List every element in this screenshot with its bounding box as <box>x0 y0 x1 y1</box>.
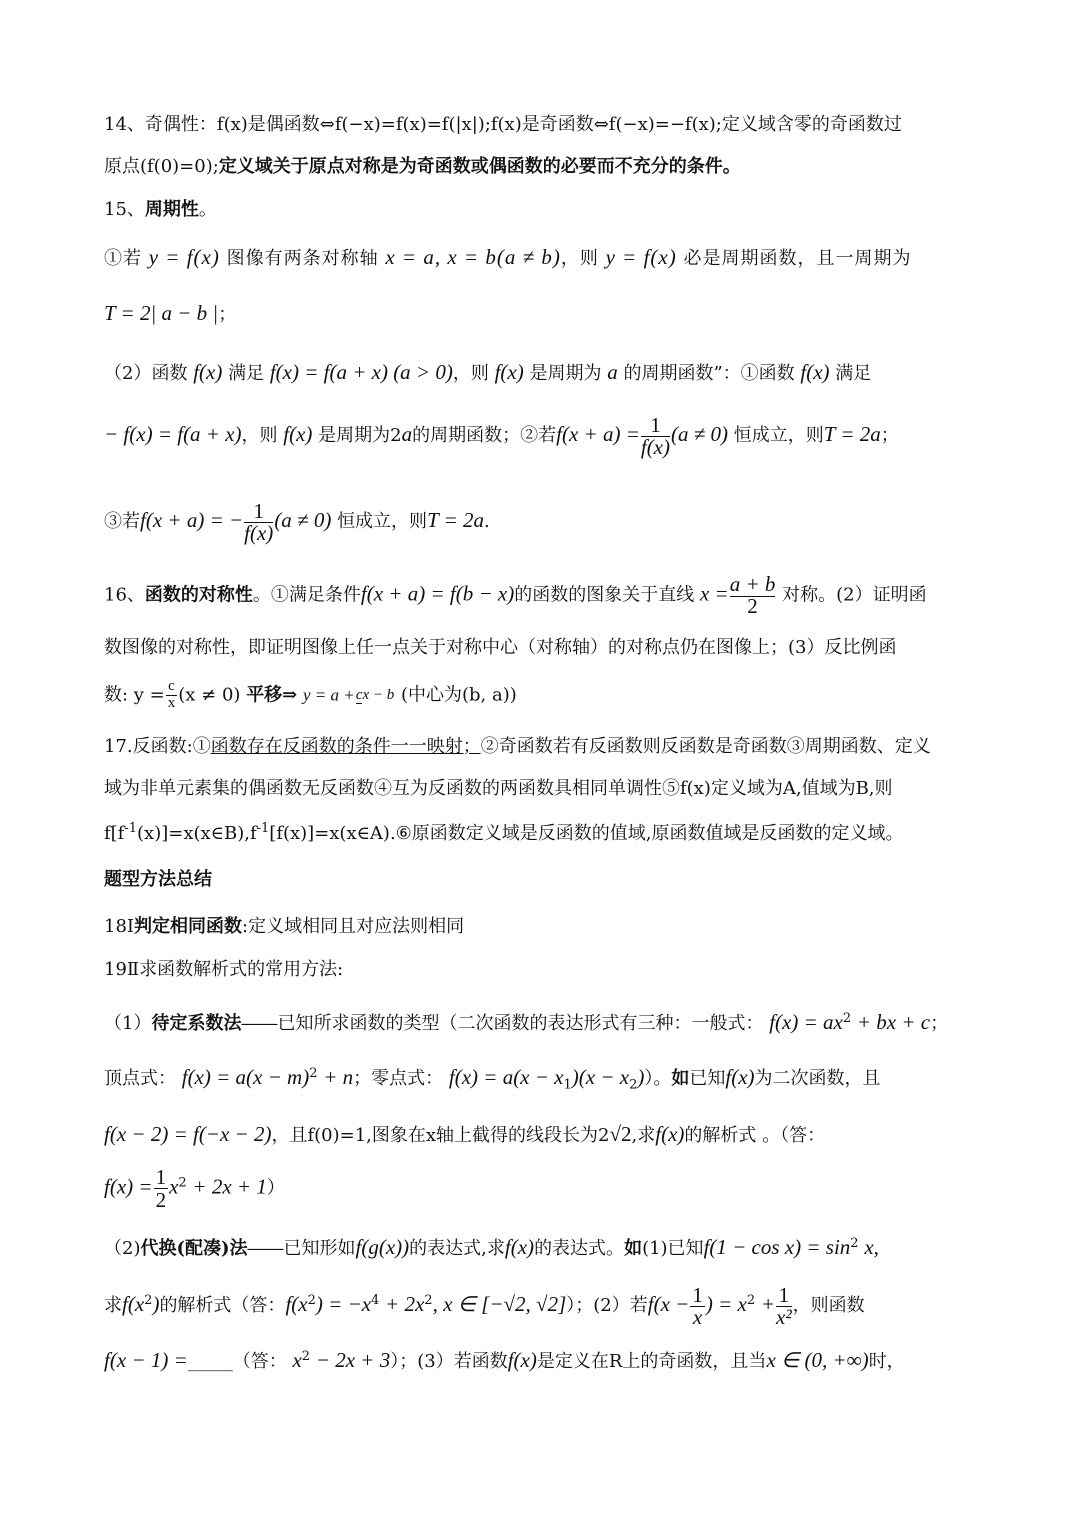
item-17-line-3: $f[f^{-1}(x)]=x(x\in B),f^{-1}[f(x)]=x(x\in A).⑥$原函数定义域是反函数的值域,原函数值域是反函数的定义域。 <box>104 821 904 844</box>
item-19-title: 19Ⅱ求函数解析式的常用方法: <box>104 959 344 980</box>
item-16-line-2: 数图像的对称性，即证明图像上任一点关于对称中心（对称轴）的对称点仍在图像上；(3）反比例函 <box>104 637 897 658</box>
item-19-line-6: 求$f(x^2)$的解析式（答：$f(x^2) = -x^4 + 2x^2$, x ∈ [−√2, √2]）；(2）若f(x − $\frac{1}{x}) = x^2$ + $\frac{1}{\text{x²}}$，则函数 <box>104 1283 865 1330</box>
fraction: $\frac{c}{x}$ <box>167 678 176 711</box>
item-15-line-2: T = 2| a − b |； <box>104 301 237 325</box>
fraction: $\frac{1}{\text{x²}}$ <box>776 1283 792 1330</box>
item-19-line-4: f(x) = $\frac{1}{2}$ $x^2 + 2x + 1$） <box>104 1165 285 1213</box>
fraction: $\frac{1}{f(x)}$ <box>640 413 671 460</box>
item-15-line-4: − f(x) = f(a + x)，则 f(x) 是周期为2a的周期函数；②若f(x + a) = $\frac{1}{f(x)}(a \ne 0)$ 恒成立，则T = 2a； <box>104 413 899 460</box>
item-16-line-1: 16、函数的对称性。①满足条件f(x + a) = f(b − x)的函数的图象关于直线 $x =\frac{a + b}{2}$ 对称。(2）证明函 <box>104 572 927 618</box>
fraction: $\frac{1}{f(x)}$ <box>244 499 274 546</box>
item-18: 18Ⅰ判定相同函数:定义域相同且对应法则相同 <box>104 916 465 937</box>
item-15-line-3: （2）函数 f(x) 满足 f(x) = f(a + x) (a > 0)，则 f(x) 是周期为 a 的周期函数”：①函数 f(x) 满足 <box>104 360 872 384</box>
item-14-line-1: 14、奇偶性：f(x)是偶函数⇔f(−x)=f(x)=f(|x|);f(x)是奇函数⇔f(−x)=−f(x);定义域含零的奇函数过 <box>104 114 902 135</box>
item-19-line-2: 顶点式： $f(x) = a(x - m)^2 + n$；零点式： $f(x) = a(x - x_1)(x - x_2)$）。如已知f(x)为二次函数，且 <box>104 1065 881 1093</box>
item-15-heading: 15、周期性。 <box>104 199 217 220</box>
fraction: $\frac{1}{x}$ <box>692 1283 703 1330</box>
item-16-line-3: 数: y = $\frac{c}{x}$ (x ≠ 0) 平移⇒ y = a +cx − b (中心为(b, a)) <box>104 678 517 711</box>
item-19-line-7: f(x − 1) =_____（答： $x^2 - 2x + 3$）；(3）若函数f(x)是定义在R上的奇函数，且当x ∈ (0, +∞)时， <box>104 1348 905 1372</box>
item-19-line-1: （1）待定系数法――已知所求函数的类型（二次函数的表达形式有三种：一般式： $f(x) = ax^2$ + bx + c； <box>104 1010 949 1034</box>
item-17-line-1: 17.反函数:①函数存在反函数的条件一一映射；②奇函数若有反函数则反函数是奇函数③周期函数、定义 <box>104 736 931 757</box>
item-17-line-2: 域为非单元素集的偶函数无反函数④互为反函数的两函数具相同单调性⑤f(x)定义域为A,值域为B,则 <box>104 778 893 799</box>
fraction: cx − b <box>355 686 395 703</box>
item-14-line-2: 原点(f(0)=0);定义域关于原点对称是为奇函数或偶函数的必要而不充分的条件。 <box>104 156 741 177</box>
item-15-line-5: ③若f(x + a) = − $\frac{1}{f(x)}(a \ne 0)$ 恒成立，则T = 2a. <box>104 499 490 546</box>
answer-blank[interactable]: _____ <box>187 1351 233 1372</box>
item-19-line-5: （2)代换(配凑)法――已知形如f(g(x))的表达式,求f(x)的表达式。如(1)已知$f(1 - \cos x) = \sin^2 x$, <box>104 1235 879 1259</box>
item-19-line-3: f(x − 2) = f(−x − 2)，且f(0)=1,图象在x轴上截得的线段长为2√2,求f(x)的解析式 。（答： <box>104 1122 826 1146</box>
section-title: 题型方法总结 <box>104 869 212 890</box>
fraction: $\frac{1}{2}$ <box>155 1165 167 1213</box>
fraction: $\frac{a + b}{2}$ <box>729 572 776 618</box>
item-15-line-1: ①若 y = f(x) 图像有两条对称轴 x = a, x = b(a ≠ b)，则 y = f(x) 必是周期函数，且一周期为 <box>104 245 912 269</box>
